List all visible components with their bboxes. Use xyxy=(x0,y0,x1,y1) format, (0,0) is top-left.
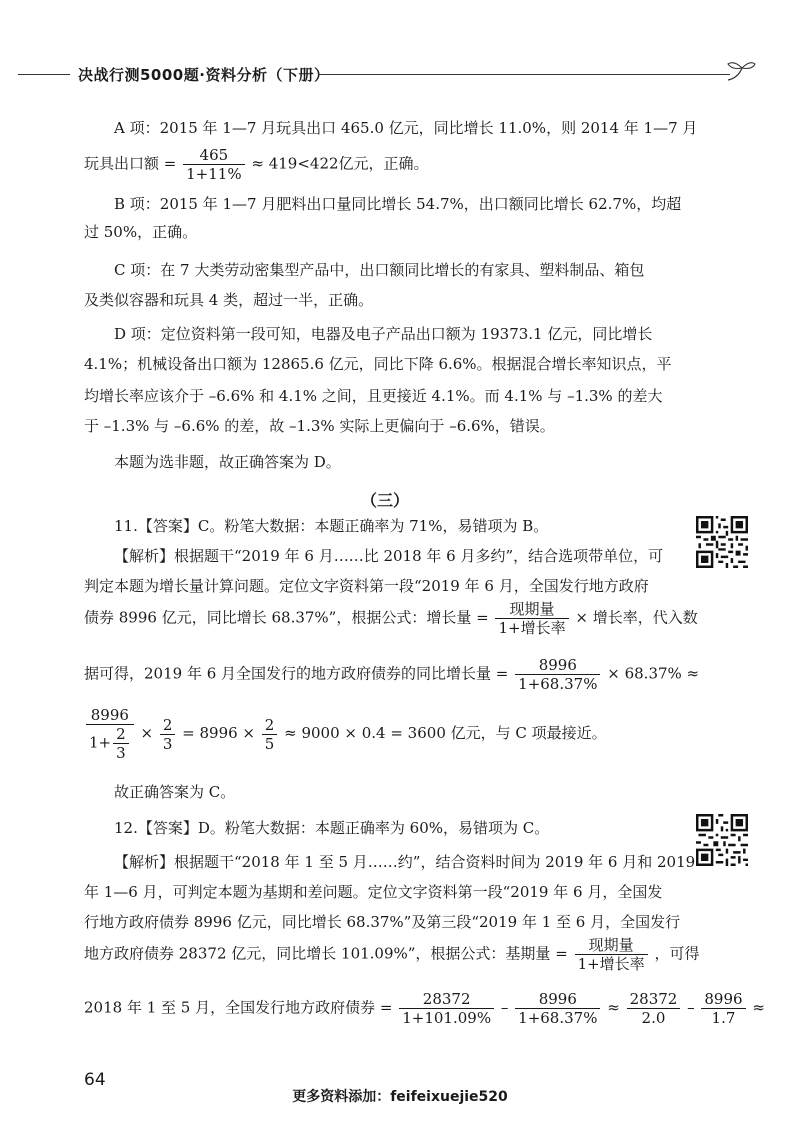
minus-sign: – xyxy=(687,998,695,1017)
page-number: 64 xyxy=(84,1070,106,1090)
q11-analysis-line1: 【解析】根据题干“2019 年 6 月……比 2018 年 6 月多约”，结合选项带单位，可 xyxy=(114,547,664,565)
q11-conclusion: 故正确答案为 C。 xyxy=(114,783,236,801)
header-rule-right xyxy=(318,74,730,75)
times-sign: × xyxy=(140,724,154,742)
fraction-numerator: 2 xyxy=(113,725,129,744)
q11-e-post: × 68.37% ≈ xyxy=(607,664,700,683)
fraction-denominator: 1+11% xyxy=(186,165,242,183)
header-rule-left xyxy=(18,74,70,75)
q11-analysis-line2: 判定本题为增长量计算问题。定位文字资料第一段“2019 年 6 月，全国发行地方政府 xyxy=(84,577,649,595)
approx-sign: ≈ xyxy=(607,998,620,1017)
fraction-numerator: 8996 xyxy=(86,706,134,725)
fraction-denominator: 2.0 xyxy=(641,1009,666,1027)
q12-e-text: 地方政府债券 28372 亿元，同比增长 101.09%”，根据公式：基期量 = xyxy=(84,944,568,963)
fraction-denominator: 1+68.37% xyxy=(518,1009,598,1027)
q11-answer: 11.【答案】C。粉笔大数据：本题正确率为 71%，易错项为 B。 xyxy=(114,517,549,535)
q11-d-post: × 增长率，代入数 xyxy=(575,608,698,627)
item-a-line2 xyxy=(84,146,686,183)
fraction-28372 xyxy=(399,990,494,1027)
sprout-icon xyxy=(724,58,758,86)
fraction-denominator: 1+101.09% xyxy=(402,1009,492,1027)
item-b-line2: 过 50%，正确。 xyxy=(84,223,198,241)
fraction-8996 xyxy=(515,656,600,693)
q12-e-post: ，可得 xyxy=(654,944,700,963)
fraction-base-formula xyxy=(575,936,648,973)
fraction-two-thirds xyxy=(113,725,129,762)
q12-analysis-line4 xyxy=(84,936,700,973)
item-d-line3: 均增长率应该介于 –6.6% 和 4.1% 之间，且更接近 4.1%。而 4.1% 与 –1.3% 的差大 xyxy=(84,387,663,405)
qr-code-pattern-icon xyxy=(696,814,748,866)
equals-text: = 8996 × xyxy=(182,724,255,742)
fraction-complex xyxy=(86,706,134,762)
running-header xyxy=(0,60,800,90)
approx-sign-end: ≈ xyxy=(752,998,765,1017)
qr-code-icon[interactable] xyxy=(696,814,748,866)
item-b-line1: B 项：2015 年 1—7 月肥料出口量同比增长 54.7%，出口额同比增长 62.7%，均超 xyxy=(114,195,682,213)
fraction-denominator: 3 xyxy=(116,744,126,762)
q12-f-text: 2018 年 1 至 5 月，全国发行地方政府债券 = xyxy=(84,998,393,1017)
q11-analysis-line3 xyxy=(84,600,698,637)
fraction-numerator: 现期量 xyxy=(575,936,648,955)
fraction-28372-2 xyxy=(627,990,681,1027)
fraction-numerator: 8996 xyxy=(515,656,600,675)
q11-e-text: 据可得，2019 年 6 月全国发行的地方政府债券的同比增长量 = xyxy=(84,664,509,683)
q11-analysis-line4 xyxy=(84,656,700,693)
fraction-denominator xyxy=(86,725,134,762)
footer-note: 更多资料添加：feifeixuejie520 xyxy=(292,1089,508,1105)
fraction-numerator: 现期量 xyxy=(495,600,568,619)
q12-analysis-line2: 年 1—6 月，可判定本题为基期和差问题。定位文字资料第一段“2019 年 6 月，全国发 xyxy=(84,883,663,901)
fraction-8996-1-7 xyxy=(701,990,745,1027)
item-a-line1: A 项：2015 年 1—7 月玩具出口 465.0 亿元，同比增长 11.0%，则 2014 年 1—7 月 xyxy=(114,119,698,137)
fraction-2-5 xyxy=(262,716,278,753)
q11-d-text: 债券 8996 亿元，同比增长 68.37%”，根据公式：增长量 = xyxy=(84,608,489,627)
minus-sign: – xyxy=(500,998,509,1017)
denominator-prefix: 1+ xyxy=(89,733,112,752)
q12-analysis-line5 xyxy=(84,990,765,1027)
conclusion-line: 本题为选非题，故正确答案为 D。 xyxy=(114,453,341,471)
q11-analysis-line5 xyxy=(84,706,686,762)
header-title: 决战行测5000题·资料分析（下册） xyxy=(78,66,330,84)
fraction-denominator: 1+增长率 xyxy=(577,955,645,973)
fraction-numerator: 465 xyxy=(183,146,244,165)
fraction-denominator: 5 xyxy=(264,734,275,753)
fraction-numerator: 8996 xyxy=(701,990,745,1009)
fraction-465 xyxy=(183,146,244,183)
item-c-line2: 及类似容器和玩具 4 类，超过一半，正确。 xyxy=(84,291,374,309)
fraction-8996-b xyxy=(515,990,600,1027)
section-heading: （三） xyxy=(360,491,409,510)
q11-f-post: ≈ 9000 × 0.4 = 3600 亿元，与 C 项最接近。 xyxy=(284,724,607,742)
fraction-numerator: 2 xyxy=(160,716,176,735)
qr-code-pattern-icon xyxy=(696,516,748,568)
item-d-line4: 于 –1.3% 与 –6.6% 的差，故 –1.3% 实际上更偏向于 –6.6%，错误。 xyxy=(84,417,555,435)
fraction-denominator: 1.7 xyxy=(711,1009,736,1027)
qr-code-icon[interactable] xyxy=(696,516,748,568)
fraction-denominator: 1+增长率 xyxy=(498,619,566,637)
q12-analysis-line3: 行地方政府债券 8996 亿元，同比增长 68.37%”及第三段“2019 年 1 至 6 月，全国发行 xyxy=(84,913,681,931)
fraction-numerator: 28372 xyxy=(627,990,681,1009)
fraction-2-3 xyxy=(160,716,176,753)
item-c-line1: C 项：在 7 大类劳动密集型产品中，出口额同比增长的有家具、塑料制品、箱包 xyxy=(114,261,645,279)
fraction-denominator: 1+68.37% xyxy=(518,675,598,693)
a2-text: 玩具出口额 = xyxy=(84,154,177,173)
a2-result: ≈ 419<422亿元，正确。 xyxy=(251,154,429,173)
fraction-growth-formula xyxy=(495,600,568,637)
fraction-numerator: 2 xyxy=(262,716,278,735)
q12-answer: 12.【答案】D。粉笔大数据：本题正确率为 60%，易错项为 C。 xyxy=(114,819,550,837)
fraction-numerator: 8996 xyxy=(515,990,600,1009)
item-d-line2: 4.1%；机械设备出口额为 12865.6 亿元，同比下降 6.6%。根据混合增长率知识点，平 xyxy=(84,355,672,373)
item-d-line1: D 项：定位资料第一段可知，电器及电子产品出口额为 19373.1 亿元，同比增长 xyxy=(114,325,653,343)
fraction-numerator: 28372 xyxy=(399,990,494,1009)
fraction-denominator: 3 xyxy=(162,734,173,753)
q12-analysis-line1: 【解析】根据题干“2018 年 1 至 5 月……约”，结合资料时间为 2019 年 6 月和 2019 xyxy=(114,853,696,871)
